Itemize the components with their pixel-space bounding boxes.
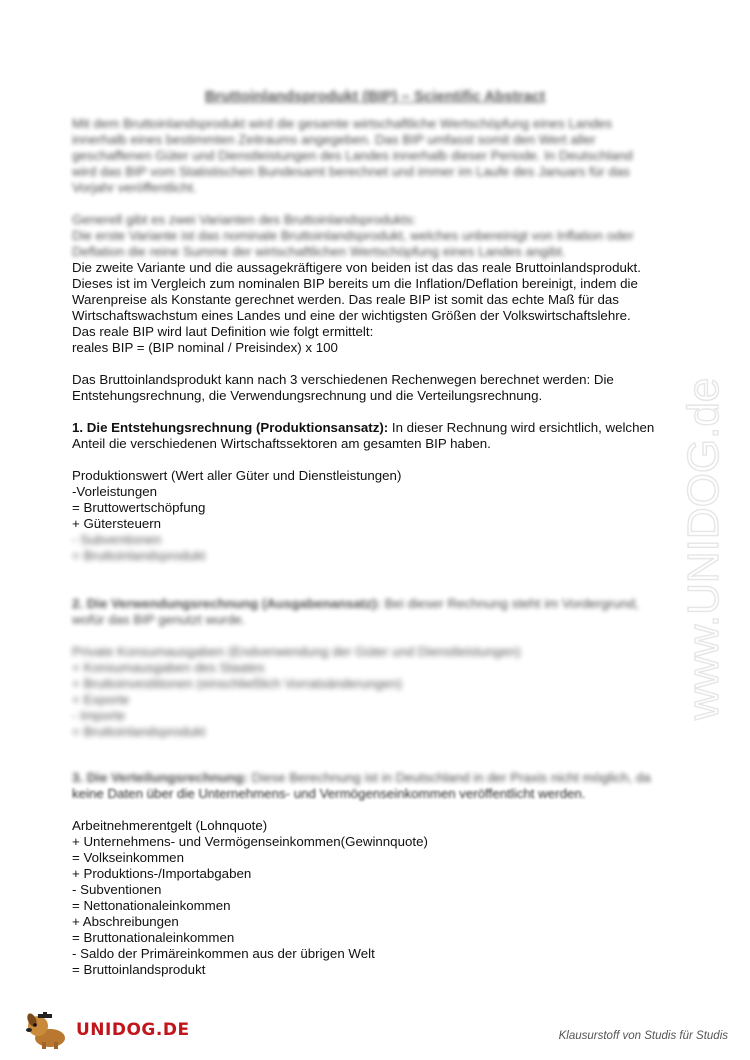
section3-paragraph: [72, 770, 682, 802]
formula-line: reales BIP = (BIP nominal / Preisindex) x 100: [72, 340, 338, 355]
variants-line: Das reale BIP wird laut Definition wie folgt ermittelt:: [72, 324, 374, 339]
intro-paragraph: [72, 116, 682, 196]
methods-line: Entstehungsrechnung, die Verwendungsrechnung und die Verteilungsrechnung.: [72, 388, 543, 403]
intro-line: innerhalb eines bestimmten Zeitraums angegeben. Das BIP umfasst somit den Wert aller: [72, 132, 596, 147]
list-item: = Bruttoinlandsprodukt: [72, 548, 206, 563]
logo-text: UNIDOG.DE: [76, 1020, 190, 1040]
list-item: -Vorleistungen: [72, 484, 158, 499]
list-item: + Produktions-/Importabgaben: [72, 866, 252, 881]
methods-paragraph: [72, 372, 682, 404]
section3-list: [72, 818, 682, 978]
intro-line: Vorjahr veröffentlicht.: [72, 180, 197, 195]
list-item: Arbeitnehmerentgelt (Lohnquote): [72, 818, 268, 833]
section1-text: Anteil die verschiedenen Wirtschaftssektoren am gesamten BIP haben.: [72, 436, 491, 451]
variants-line: Warenpreise als Konstante gerechnet werden. Das reale BIP ist somit das echte Maß für das: [72, 292, 619, 307]
variants-clear-paragraph: [72, 260, 682, 356]
intro-line: wird das BIP vom Statistischen Bundesamt berechnet und immer im Laufe des Januars für das: [72, 164, 630, 179]
variants-line: Die erste Variante ist das nominale Bruttoinlandsprodukt, welches unbereinigt von Inflation oder: [72, 228, 634, 243]
watermark-text: www.UNIDOG.de: [679, 377, 728, 720]
section2-heading: 2. Die Verwendungsrechnung (Ausgabenansatz):: [72, 596, 381, 611]
unidog-logo: [24, 1012, 190, 1050]
footer-tagline: Klausurstoff von Studis für Studis: [558, 1030, 728, 1042]
list-item: + Bruttoinvestitionen (einschließlich Vorratsänderungen): [72, 676, 403, 691]
list-item: Private Konsumausgaben (Endverwendung der Güter und Dienstleistungen): [72, 644, 521, 659]
section1-list-blurred: [72, 532, 682, 564]
list-item: = Bruttoinlandsprodukt: [72, 962, 206, 977]
variants-blur-paragraph: [72, 212, 682, 260]
dog-icon: [24, 1012, 74, 1050]
list-item: = Bruttoinlandsprodukt: [72, 724, 206, 739]
section1-list: [72, 468, 682, 532]
section2-text: wofür das BIP genutzt wurde.: [72, 612, 246, 627]
section3-text: keine Daten über die Unternehmens- und Vermögenseinkommen veröffentlicht werden.: [72, 786, 586, 801]
variants-line: Wirtschaftswachstum eines Landes und eine der wichtigsten Größen der Volkswirtschaftslehre.: [72, 308, 631, 323]
list-item: + Konsumausgaben des Staates: [72, 660, 265, 675]
section2-paragraph: [72, 596, 682, 628]
variants-line: Deflation die reine Summe der wirtschaftlichen Wertschöpfung eines Landes angibt.: [72, 244, 566, 259]
watermark: [640, 250, 750, 750]
list-item: Produktionswert (Wert aller Güter und Dienstleistungen): [72, 468, 402, 483]
intro-line: geschaffenen Güter und Dienstleistungen des Landes innerhalb dieser Periode. In Deutschland: [72, 148, 633, 163]
variants-line: Dieses ist im Vergleich zum nominalen BIP bereits um die Inflation/Deflation bereinigt, indem die: [72, 276, 638, 291]
list-item: - Subventionen: [72, 882, 162, 897]
variants-line: Die zweite Variante und die aussagekräftigere von beiden ist das das reale Bruttoinlandsprodukt.: [72, 260, 641, 275]
section1-paragraph: [72, 420, 682, 452]
document-title: Bruttoinlandsprodukt (BIP) – Scientific Abstract: [204, 88, 546, 105]
list-item: - Saldo der Primäreinkommen aus der übrigen Welt: [72, 946, 375, 961]
variants-line: Generell gibt es zwei Varianten des Bruttoinlandsprodukts:: [72, 212, 417, 227]
list-item: = Nettonationaleinkommen: [72, 898, 231, 913]
list-item: + Gütersteuern: [72, 516, 162, 531]
list-item: = Volkseinkommen: [72, 850, 184, 865]
section3-heading: 3. Die Verteilungsrechnung:: [72, 770, 248, 785]
list-item: + Unternehmens- und Vermögenseinkommen(Gewinnquote): [72, 834, 428, 849]
section2-text: Bei dieser Rechnung steht im Vordergrund,: [380, 596, 639, 611]
list-item: + Exporte: [72, 692, 130, 707]
list-item: = Bruttonationaleinkommen: [72, 930, 235, 945]
methods-line: Das Bruttoinlandsprodukt kann nach 3 verschiedenen Rechenwegen berechnet werden: Die: [72, 372, 614, 387]
section3-text: Diese Berechnung ist in Deutschland in der Praxis nicht möglich, da: [247, 770, 651, 785]
list-item: + Abschreibungen: [72, 914, 179, 929]
list-item: = Bruttowertschöpfung: [72, 500, 206, 515]
section1-text: In dieser Rechnung wird ersichtlich, welchen: [388, 420, 655, 435]
section2-list: [72, 644, 682, 740]
intro-line: Mit dem Bruttoinlandsprodukt wird die gesamte wirtschaftliche Wertschöpfung eines Landes: [72, 116, 613, 131]
list-item: - Subventionen: [72, 532, 162, 547]
list-item: - Importe: [72, 708, 126, 723]
section1-heading: 1. Die Entstehungsrechnung (Produktionsansatz):: [72, 420, 389, 435]
